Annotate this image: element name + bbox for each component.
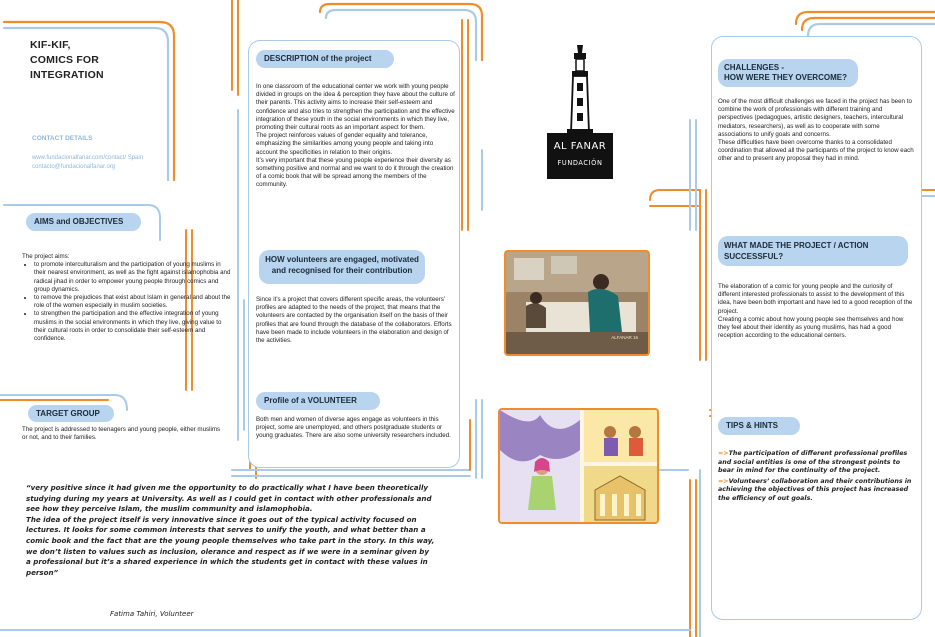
aims-item: • to promote interculturalism and the participation of young muslims in their nearest environment, as well as the fight against islamophobia and radical jihad in order to empower young people through comics and group dynamics. bbox=[34, 261, 232, 294]
success-heading: WHAT MADE THE PROJECT / ACTION SUCCESSFUL? bbox=[718, 236, 908, 266]
contact-details bbox=[32, 154, 143, 172]
profile-text: Both men and women of diverse ages engage as volunteers in this project, some are unemployed, and others postgraduate students or young graduates. There are also some university researchers included. bbox=[256, 416, 451, 440]
aims-item: • to strengthen the participation and the effective integration of young muslims in the social environments in which they live, giving value to their cultural roots in order to consolidate their self-esteem and confidence. bbox=[34, 310, 232, 343]
challenges-heading: CHALLENGES - HOW WERE THEY OVERCOME? bbox=[718, 59, 858, 87]
success-text: The elaboration of a comic for young people and the curiosity of different interested professionals to assist to the development of this idea, have been both important and have led to a good reception of the project. Creating a comic about how young people see themselves and how they feel about their identity as young muslims, has had a good reception according to the educational centers. bbox=[718, 283, 913, 340]
classroom-photo bbox=[504, 250, 650, 356]
description-text: In one classroom of the educational center we work with young people divided in groups on the idea & perception they have about the culture of their parents. This activity aims to increase their self-esteem and confidence and also tries to strengthen the participation and the effective integration of these youth in the social environments in which they live, promoting their cultural roots as an important aspect for them. The project reinforces values of gender equality and tolerance, emphasizing the similarities among young people and taking into account the specificities in relation to their origins. It’s very important that these young people experience their diversity as something positive and normal and we want to do it through the creation of a comic book that will be spread among the members of the community. bbox=[256, 83, 455, 189]
photo-caption: ALFANAR 16 bbox=[611, 335, 638, 340]
quote-paragraph: “very positive since it had given me the opportunity to do practically what I have been theoretically studying during my years at University. As well as I could get in contact with other professionals and see how they perceive Islam, the muslim community and islamophobia. bbox=[26, 483, 432, 514]
description-heading: DESCRIPTION of the project bbox=[256, 50, 394, 68]
target-heading: TARGET GROUP bbox=[28, 405, 114, 422]
aims-body bbox=[22, 253, 232, 343]
quote-signature: Fatima Tahiri, Volunteer bbox=[110, 610, 194, 618]
contact-heading: CONTACT DETAILS bbox=[32, 135, 93, 142]
al-fanar-logo bbox=[547, 43, 613, 179]
aims-intro: The project aims: bbox=[22, 253, 70, 260]
volunteer-quote bbox=[26, 483, 436, 578]
aims-heading: AIMS and OBJECTIVES bbox=[26, 213, 141, 231]
logo-sub: FUNDACIÓN bbox=[557, 159, 603, 167]
arrow-icon: => bbox=[718, 477, 729, 485]
profile-heading: Profile of a VOLUNTEER bbox=[256, 392, 380, 410]
page-title: KIF-KIF, COMICS FOR INTEGRATION bbox=[30, 39, 104, 81]
quote-paragraph: The idea of the project itself is very innovative since it goes out of the typical activity focused on lectures. It looks for some common interests that serves to unify the youth, and what better than a comic book and the fact that are the young people themselves who take part in the story. In this way, we don’t listen to values such as inclusion, olerance and respect as if we were in a seminar given by a professional but it’s a shared experience in which the students get in contact with these values in person” bbox=[26, 514, 435, 577]
tips-list bbox=[718, 450, 916, 506]
contact-email[interactable]: contacto@fundacionalfanar.org bbox=[32, 164, 116, 170]
comic-illustration bbox=[498, 408, 659, 524]
logo-name: AL FANAR bbox=[553, 141, 607, 152]
arrow-icon: => bbox=[718, 450, 729, 457]
tip-item: =>Volunteers’ collaboration and their contributions in achieving the objectives of this project has increased the efficiency of out goals. bbox=[718, 477, 912, 502]
tips-heading: TIPS & HINTS bbox=[718, 417, 800, 435]
volunteers-text: Since it’s a project that covers different specific areas, the volunteers’ profiles are adapted to the needs of the project, that means that the volunteers are contacted by the organisation itself on the basis of their profiles that are found through the database of the collaborators. Efforts have been made to include volunteers in the elaboration and design of the activities. bbox=[256, 296, 452, 345]
target-text: The project is addressed to teenagers and young people, either muslims or not, and to their families. bbox=[22, 426, 221, 442]
aims-list bbox=[22, 261, 232, 343]
challenges-text: One of the most difficult challenges we faced in the project has been to combine the work of professionals with different training and perspectives (pedagogues, artistic designers, teachers, intercultural mediators, researchers), as well as to cooperate with some associations to unify goals and concerns. These difficulties have been overcome thanks to a consolidated coordination that allowed all the participants of the project to know each other and to present any proposal they had in mind. bbox=[718, 98, 914, 163]
tip-item: =>The participation of different professional profiles and social entities is one of the strongest points to bear in mind for the continuity of the project. bbox=[718, 450, 908, 475]
contact-website[interactable]: www.fundacionalfanar.com/contact/ Spain bbox=[32, 155, 144, 161]
volunteers-heading: HOW volunteers are engaged, motivated and recognised for their contribution bbox=[259, 250, 425, 284]
aims-item: • to remove the prejudices that exist about Islam in general and about the role of the women especially in muslim societies. bbox=[34, 294, 232, 310]
comic-image bbox=[500, 410, 657, 522]
